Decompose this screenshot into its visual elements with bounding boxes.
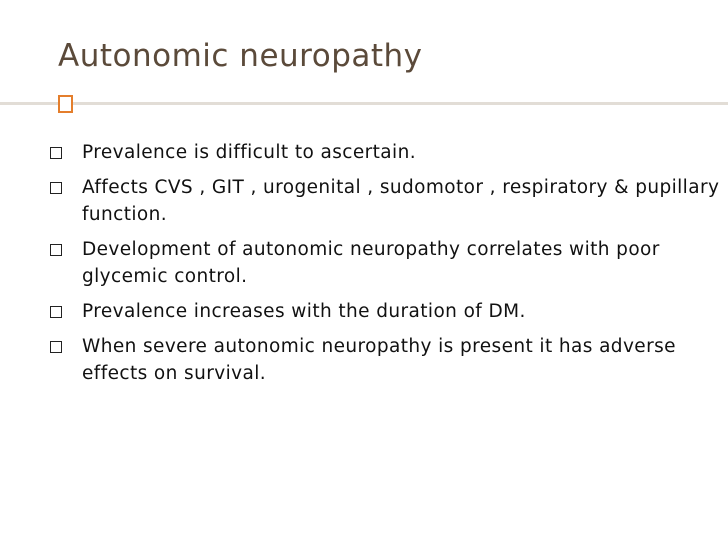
square-bullet-icon bbox=[50, 244, 62, 256]
square-bullet-icon bbox=[50, 182, 62, 194]
bullet-text: When severe autonomic neuropathy is present it has adverse effects on survival. bbox=[82, 336, 676, 384]
square-bullet-icon bbox=[50, 341, 62, 353]
bullet-text: Development of autonomic neuropathy correlates with poor glycemic control. bbox=[82, 239, 660, 287]
bullet-item bbox=[48, 139, 720, 166]
bullet-text: Prevalence increases with the duration of DM. bbox=[82, 301, 526, 322]
bullet-item bbox=[48, 236, 720, 290]
bullet-item bbox=[48, 298, 720, 325]
bullet-list bbox=[48, 139, 720, 395]
slide-title: Autonomic neuropathy bbox=[58, 38, 423, 74]
square-bullet-icon bbox=[50, 147, 62, 159]
bullet-item bbox=[48, 333, 720, 387]
square-bullet-icon bbox=[50, 306, 62, 318]
bullet-item bbox=[48, 174, 720, 228]
bullet-text: Prevalence is difficult to ascertain. bbox=[82, 142, 416, 163]
bullet-text: Affects CVS , GIT , urogenital , sudomotor , respiratory & pupillary function. bbox=[82, 177, 720, 225]
title-divider-left bbox=[0, 102, 58, 105]
title-divider-right bbox=[73, 102, 728, 105]
accent-square-icon bbox=[58, 95, 73, 113]
